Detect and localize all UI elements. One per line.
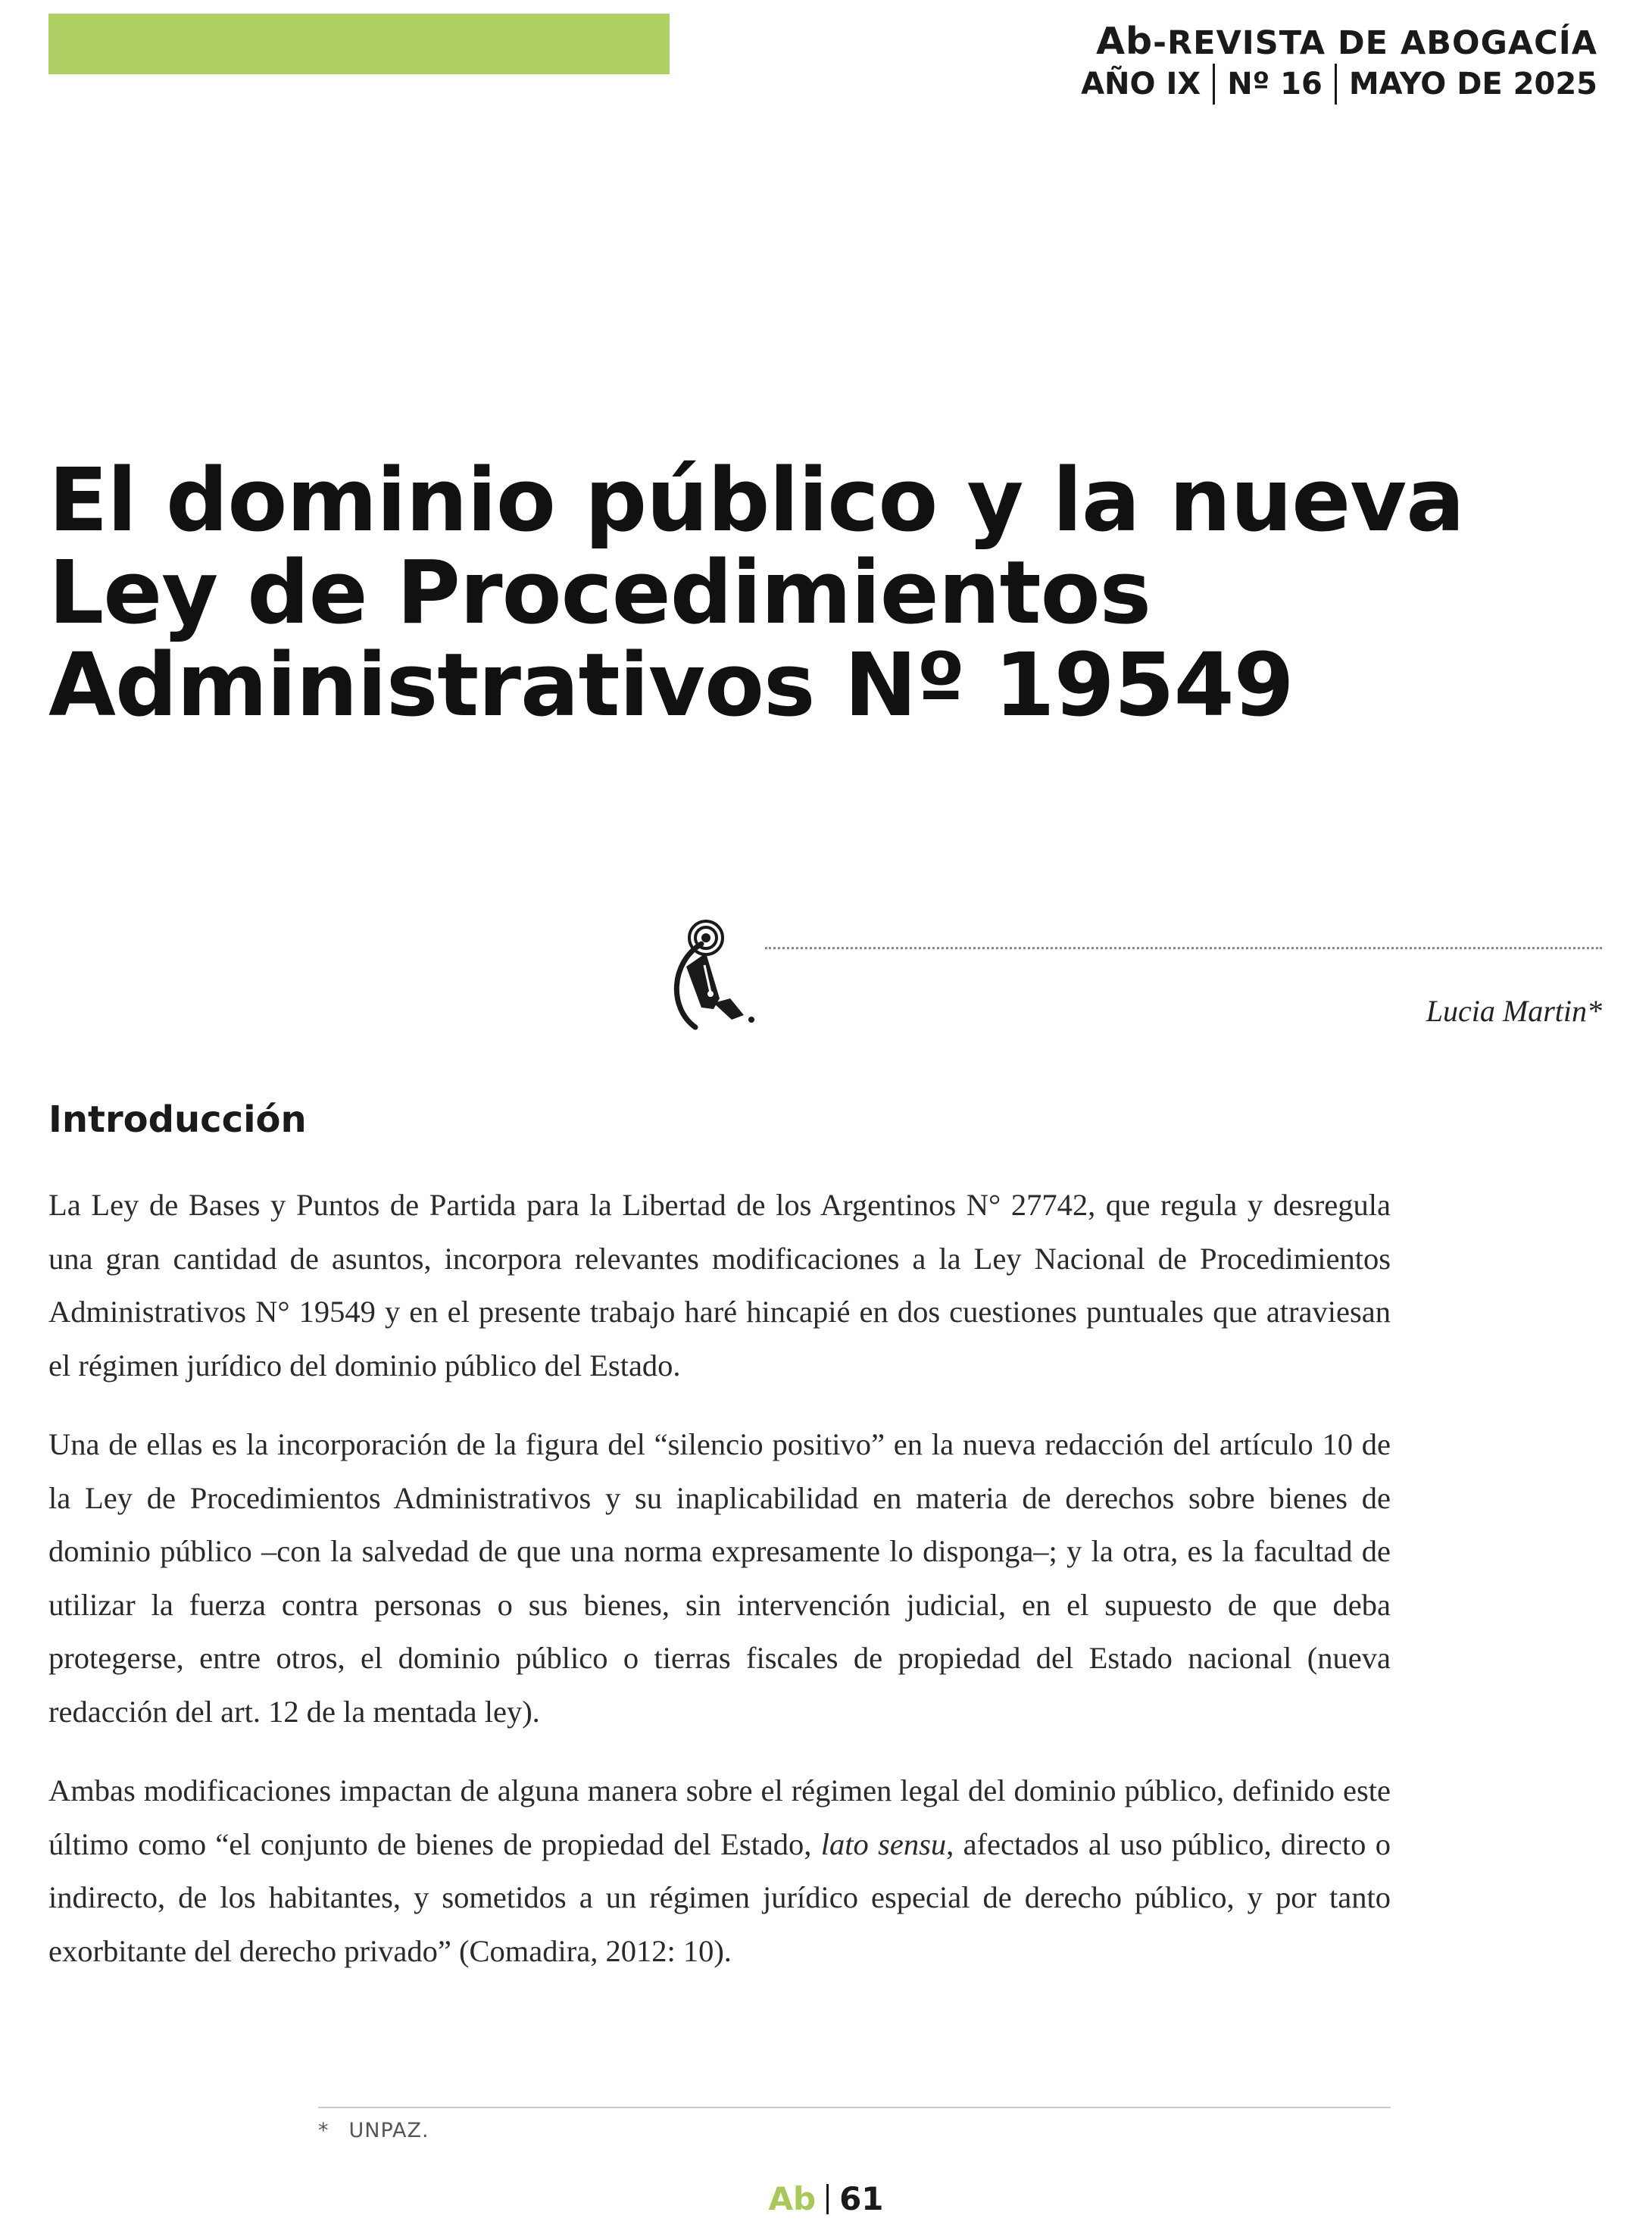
issue-date: MAYO DE 2025 (1348, 67, 1597, 102)
journal-name (1081, 20, 1597, 63)
paragraph-text: Ambas modificaciones impactan de alguna manera sobre el régimen legal del dominio público, definido este último como “el conjunto de bienes de propiedad del Estado, (48, 1773, 1391, 1861)
journal-masthead (1081, 20, 1597, 105)
article-body (48, 1179, 1391, 2004)
article-title (48, 450, 1488, 736)
footer-journal-mark: Ab (768, 2180, 817, 2217)
fountain-pen-icon (657, 918, 771, 1039)
issue-number: Nº 16 (1227, 67, 1323, 102)
footnote (318, 2118, 429, 2144)
latin-term: lato sensu (820, 1826, 947, 1861)
journal-name-ab: Ab (1096, 20, 1154, 63)
article-title-line: El dominio público y la nueva (48, 450, 1464, 551)
footnote-mark: * (318, 2119, 329, 2142)
issue-year: AÑO IX (1081, 67, 1201, 102)
body-paragraph (48, 1764, 1391, 1978)
issue-separator (1213, 64, 1215, 105)
page-footer (0, 2179, 1652, 2220)
article-title-line: Ley de Procedimientos (48, 542, 1151, 644)
header-accent-bar (48, 14, 670, 74)
author-name: Lucia Martin* (1426, 994, 1602, 1028)
journal-name-rest: -REVISTA DE ABOGACÍA (1153, 24, 1597, 62)
article-title-line: Administrativos Nº 19549 (48, 635, 1294, 736)
footer-separator (826, 2184, 829, 2214)
footnote-text: UNPAZ. (348, 2119, 429, 2142)
body-paragraph: Una de ellas es la incorporación de la figura del “silencio positivo” en la nueva redacción del artículo 10 de la Ley de Procedimientos Administrativos y su inaplicabilidad en materia de derechos sobre bienes de dominio público –con la salvedad de que una norma expresamente lo disponga–; y la otra, es la facultad de utilizar la fuerza contra personas o sus bienes, sin intervención judicial, en el supuesto de que deba protegerse, entre otros, el dominio público o tierras fiscales de propiedad del Estado nacional (nueva redacción del art. 12 de la mentada ley). (48, 1427, 1391, 1729)
issue-separator (1335, 64, 1337, 105)
issue-info (1081, 64, 1597, 105)
body-paragraph: La Ley de Bases y Puntos de Partida para la Libertad de los Argentinos N° 27742, que regula y desregula una gran cantidad de asuntos, incorpora relevantes modificaciones a la Ley Nacional de Procedimientos Administrativos N° 19549 y en el presente trabajo haré hincapié en dos cuestiones puntuales que atraviesan el régimen jurídico del dominio público del Estado. (48, 1188, 1391, 1383)
page-number: 61 (839, 2180, 884, 2217)
paragraph-text: , afectados al uso público, directo o indirecto, de los habitantes, y sometidos a un régimen jurídico especial de derecho público, y por tanto exorbitante del derecho privado” (Comadira, 2012: 10). (48, 1826, 1391, 1968)
section-heading: Introducción (48, 1098, 307, 1141)
author-divider (765, 947, 1602, 949)
footnote-divider (318, 2107, 1391, 2108)
